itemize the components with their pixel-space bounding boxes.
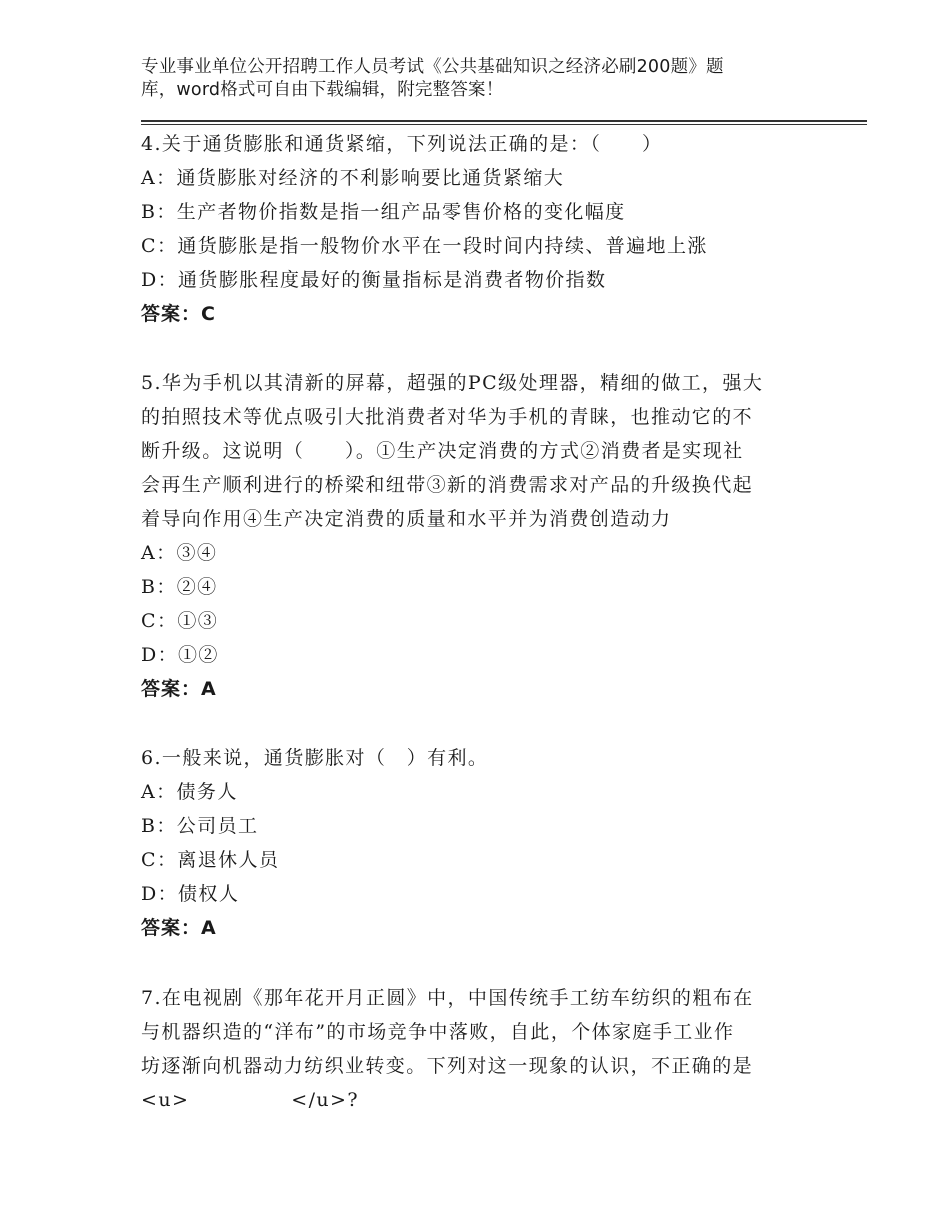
question-stem-line-2: 与机器织造的“洋布”的市场竞争中落败，自此，个体家庭手工业作 xyxy=(141,1021,735,1043)
answer-label: 答案：A xyxy=(141,678,217,700)
header-line-1: 专业事业单位公开招聘工作人员考试《公共基础知识之经济必刷200题》题 xyxy=(141,57,724,77)
question-7 xyxy=(141,981,811,1117)
option-a: A：③④ xyxy=(141,542,218,564)
question-4 xyxy=(141,127,811,331)
question-stem: 6.一般来说，通货膨胀对（ ）有利。 xyxy=(141,747,489,769)
header-line-2: 库，word格式可自由下载编辑，附完整答案！ xyxy=(141,80,504,100)
question-stem-line-4: 会再生产顺利进行的桥梁和纽带③新的消费需求对产品的升级换代起 xyxy=(141,474,754,496)
option-d: D：通货膨胀程度最好的衡量指标是消费者物价指数 xyxy=(141,269,607,291)
question-stem-line-1: 7.在电视剧《那年花开月正圆》中，中国传统手工纺车纺织的粗布在 xyxy=(141,987,754,1009)
option-b: B：②④ xyxy=(141,576,218,598)
answer-label: 答案：C xyxy=(141,303,216,325)
question-stem-line-2: 的拍照技术等优点吸引大批消费者对华为手机的青睐，也推动它的不 xyxy=(141,406,754,428)
option-b: B：生产者物价指数是指一组产品零售价格的变化幅度 xyxy=(141,201,626,223)
question-stem-line-4: <u> </u>? xyxy=(141,1089,359,1111)
option-d: D：债权人 xyxy=(141,883,240,905)
document-header xyxy=(141,56,871,102)
question-stem-line-5: 着导向作用④生产决定消费的质量和水平并为消费创造动力 xyxy=(141,508,672,530)
option-b: B：公司员工 xyxy=(141,815,259,837)
option-a: A：通货膨胀对经济的不利影响要比通货紧缩大 xyxy=(141,167,565,189)
question-stem: 4.关于通货膨胀和通货紧缩，下列说法正确的是：（ ） xyxy=(141,133,663,155)
option-c: C：①③ xyxy=(141,610,219,632)
option-a: A：债务人 xyxy=(141,781,238,803)
option-c: C：离退休人员 xyxy=(141,849,280,871)
question-6 xyxy=(141,741,811,945)
question-stem-line-3: 坊逐渐向机器动力纺织业转变。下列对这一现象的认识，不正确的是 xyxy=(141,1055,754,1077)
answer-label: 答案：A xyxy=(141,917,217,939)
question-5 xyxy=(141,366,811,706)
header-divider-thick xyxy=(141,120,867,122)
header-divider-thin xyxy=(141,124,867,125)
option-d: D：①② xyxy=(141,644,219,666)
question-stem-line-3: 断升级。这说明（ ）。①生产决定消费的方式②消费者是实现社 xyxy=(141,440,744,462)
question-stem-line-1: 5.华为手机以其清新的屏幕，超强的PC级处理器，精细的做工，强大 xyxy=(141,372,764,394)
option-c: C：通货膨胀是指一般物价水平在一段时间内持续、普遍地上涨 xyxy=(141,235,708,257)
